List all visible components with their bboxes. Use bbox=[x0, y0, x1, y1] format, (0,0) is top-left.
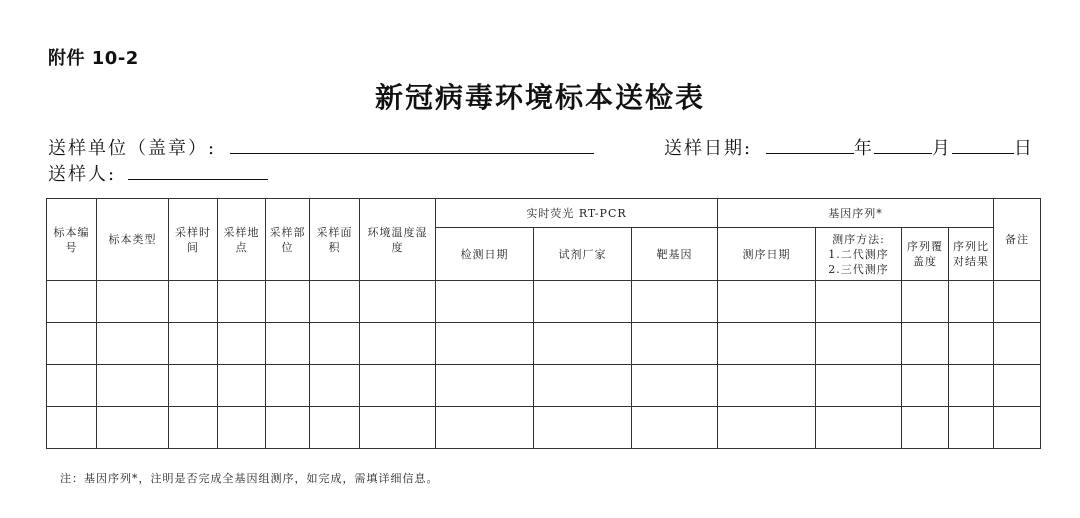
table-cell[interactable] bbox=[816, 281, 902, 323]
col-seq-compare: 序列比对结果 bbox=[949, 228, 994, 281]
table-cell[interactable] bbox=[218, 365, 266, 407]
table-cell[interactable] bbox=[436, 365, 534, 407]
table-cell[interactable] bbox=[266, 323, 310, 365]
table-cell[interactable] bbox=[310, 365, 360, 407]
col-env-temp-humidity: 环境温度湿度 bbox=[360, 199, 436, 281]
table-cell[interactable] bbox=[718, 365, 816, 407]
month-label: 月 bbox=[931, 138, 952, 159]
sending-unit-field bbox=[48, 134, 594, 160]
table-cell[interactable] bbox=[169, 407, 218, 449]
table-cell[interactable] bbox=[994, 365, 1041, 407]
day-input[interactable] bbox=[952, 135, 1014, 154]
table-cell[interactable] bbox=[949, 323, 994, 365]
table-cell[interactable] bbox=[902, 407, 949, 449]
table-cell[interactable] bbox=[266, 281, 310, 323]
table-cell[interactable] bbox=[97, 365, 169, 407]
form-title: 新冠病毒环境标本送检表 bbox=[374, 81, 705, 114]
col-sampling-time: 采样时间 bbox=[169, 199, 218, 281]
seq-method-title: 测序方法: bbox=[832, 232, 885, 246]
header-row-1 bbox=[47, 199, 1041, 228]
table-cell[interactable] bbox=[436, 407, 534, 449]
attachment-number: 附件 10-2 bbox=[48, 48, 139, 69]
col-sampling-part: 采样部位 bbox=[266, 199, 310, 281]
table-cell[interactable] bbox=[310, 407, 360, 449]
table-row bbox=[47, 281, 1041, 323]
table-cell[interactable] bbox=[310, 281, 360, 323]
table-cell[interactable] bbox=[47, 407, 97, 449]
sender-label: 送样人: bbox=[48, 164, 117, 185]
table-cell[interactable] bbox=[266, 365, 310, 407]
table-cell[interactable] bbox=[632, 407, 718, 449]
table-cell[interactable] bbox=[632, 323, 718, 365]
table-cell[interactable] bbox=[360, 407, 436, 449]
table-cell[interactable] bbox=[718, 281, 816, 323]
col-pcr-reagent: 试剂厂家 bbox=[534, 228, 632, 281]
table-cell[interactable] bbox=[360, 323, 436, 365]
table-cell[interactable] bbox=[534, 365, 632, 407]
table-cell[interactable] bbox=[816, 365, 902, 407]
table-row bbox=[47, 323, 1041, 365]
table-cell[interactable] bbox=[310, 323, 360, 365]
table-cell[interactable] bbox=[218, 281, 266, 323]
table-cell[interactable] bbox=[816, 323, 902, 365]
table-cell[interactable] bbox=[436, 281, 534, 323]
table-cell[interactable] bbox=[902, 365, 949, 407]
table-cell[interactable] bbox=[994, 281, 1041, 323]
table-cell[interactable] bbox=[718, 323, 816, 365]
sending-date-label: 送样日期: bbox=[664, 138, 753, 159]
table-cell[interactable] bbox=[632, 365, 718, 407]
sending-unit-label: 送样单位（盖章）: bbox=[48, 138, 217, 159]
sender-input[interactable] bbox=[128, 161, 268, 180]
table-cell[interactable] bbox=[169, 323, 218, 365]
table-cell[interactable] bbox=[816, 407, 902, 449]
table-cell[interactable] bbox=[47, 365, 97, 407]
table-cell[interactable] bbox=[47, 323, 97, 365]
col-seq-date: 测序日期 bbox=[718, 228, 816, 281]
col-sampling-location: 采样地点 bbox=[218, 199, 266, 281]
table-row bbox=[47, 407, 1041, 449]
table-cell[interactable] bbox=[360, 365, 436, 407]
table-cell[interactable] bbox=[218, 407, 266, 449]
table-cell[interactable] bbox=[534, 407, 632, 449]
group-gene-sequence: 基因序列* bbox=[718, 199, 994, 228]
col-pcr-date: 检测日期 bbox=[436, 228, 534, 281]
table-cell[interactable] bbox=[994, 407, 1041, 449]
table-cell[interactable] bbox=[632, 281, 718, 323]
table-cell[interactable] bbox=[902, 323, 949, 365]
table-cell[interactable] bbox=[902, 281, 949, 323]
table-cell[interactable] bbox=[949, 407, 994, 449]
table-cell[interactable] bbox=[97, 407, 169, 449]
table-cell[interactable] bbox=[97, 323, 169, 365]
sender-field bbox=[48, 160, 268, 186]
year-input[interactable] bbox=[766, 135, 854, 154]
table-row bbox=[47, 365, 1041, 407]
table-cell[interactable] bbox=[266, 407, 310, 449]
table-cell[interactable] bbox=[534, 281, 632, 323]
table-cell[interactable] bbox=[218, 323, 266, 365]
col-remark: 备注 bbox=[994, 199, 1041, 281]
col-seq-coverage: 序列覆盖度 bbox=[902, 228, 949, 281]
col-sample-id: 标本编号 bbox=[47, 199, 97, 281]
col-pcr-gene: 靶基因 bbox=[632, 228, 718, 281]
table-cell[interactable] bbox=[949, 365, 994, 407]
table-cell[interactable] bbox=[718, 407, 816, 449]
day-label: 日 bbox=[1013, 138, 1034, 159]
table-cell[interactable] bbox=[949, 281, 994, 323]
month-input[interactable] bbox=[874, 135, 932, 154]
table-cell[interactable] bbox=[436, 323, 534, 365]
col-sampling-area: 采样面积 bbox=[310, 199, 360, 281]
sending-unit-input[interactable] bbox=[230, 135, 594, 154]
table-cell[interactable] bbox=[47, 281, 97, 323]
year-label: 年 bbox=[853, 138, 874, 159]
table-cell[interactable] bbox=[534, 323, 632, 365]
table-cell[interactable] bbox=[97, 281, 169, 323]
sample-table bbox=[46, 198, 1041, 449]
footnote: 注：基因序列*，注明是否完成全基因组测序，如完成，需填详细信息。 bbox=[60, 472, 439, 485]
seq-method-option-1: 1.二代测序 bbox=[828, 247, 889, 261]
table-cell[interactable] bbox=[169, 365, 218, 407]
sending-date-field bbox=[664, 134, 1034, 160]
col-sample-type: 标本类型 bbox=[97, 199, 169, 281]
group-rt-pcr: 实时荧光 RT-PCR bbox=[436, 199, 718, 228]
table-cell[interactable] bbox=[994, 323, 1041, 365]
table-cell[interactable] bbox=[360, 281, 436, 323]
seq-method-option-2: 2.三代测序 bbox=[828, 262, 889, 276]
table-cell[interactable] bbox=[169, 281, 218, 323]
col-seq-method bbox=[816, 228, 902, 281]
